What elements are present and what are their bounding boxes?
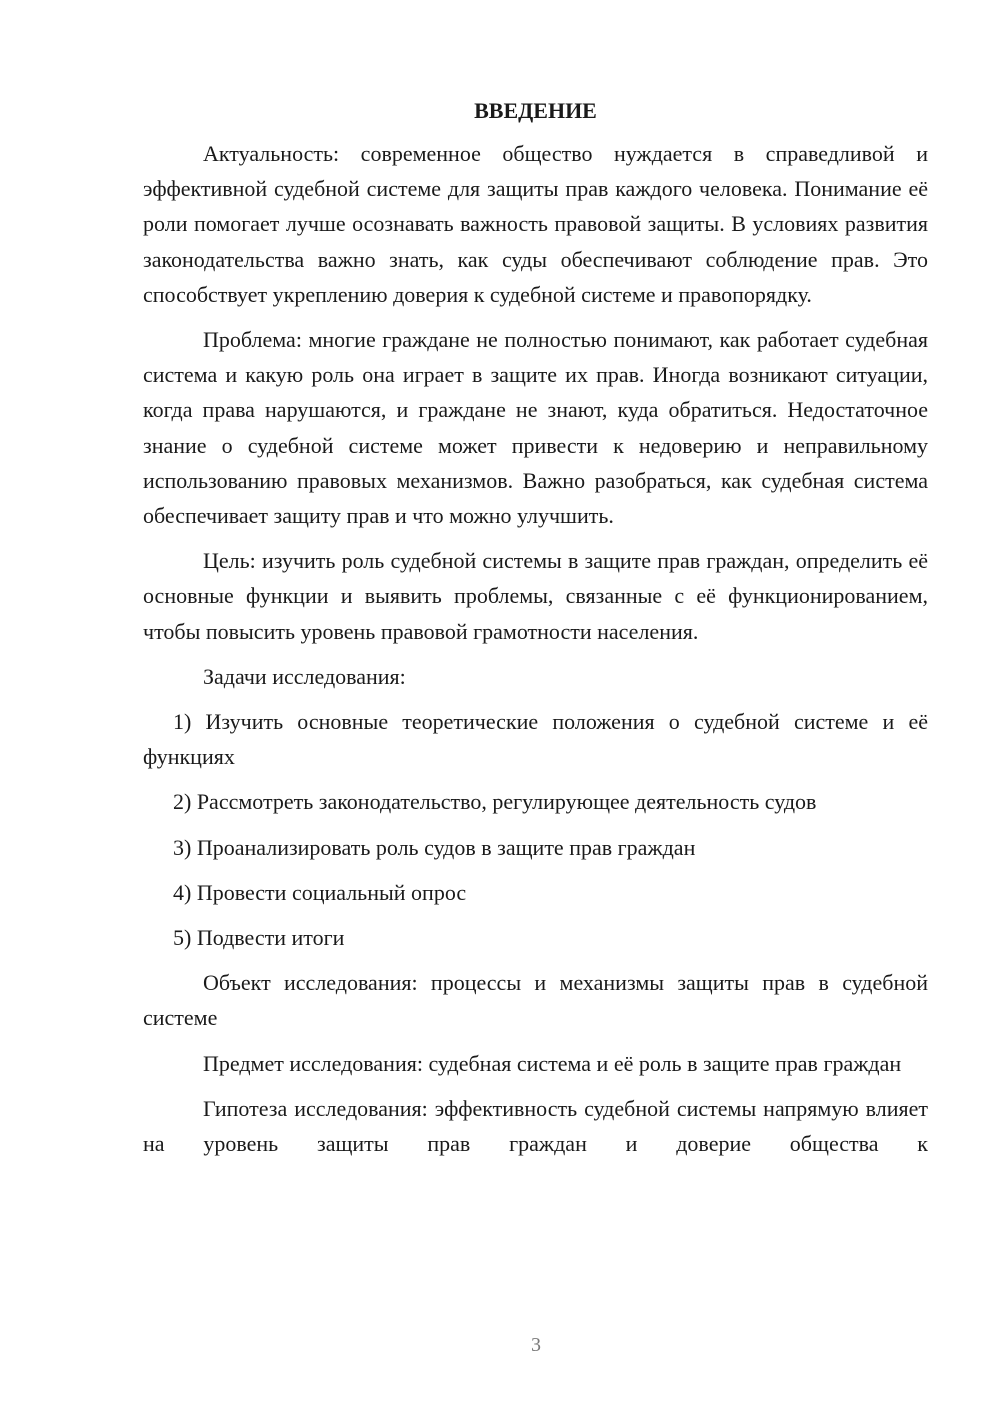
- paragraph-goal: Цель: изучить роль судебной системы в защите прав граждан, определить её основные функции и выявить проблемы, связанные с её функционированием, чтобы повысить уровень правовой грамотности населения.: [143, 548, 928, 644]
- task-item-5: 5) Подвести итоги: [173, 925, 345, 951]
- paragraph-hypothesis: Гипотеза исследования: эффективность судебной системы напрямую влияет на уровень защиты прав граждан и доверие общества к: [143, 1095, 928, 1157]
- tasks-heading: Задачи исследования:: [203, 663, 406, 689]
- task-item-2: 2) Рассмотреть законодательство, регулирующее деятельность судов: [173, 789, 817, 815]
- paragraph-relevance: Актуальность: современное общество нуждается в справедливой и эффективной судебной системе для защиты прав каждого человека. Понимание её роли помогает лучше осознавать важность правовой защиты. В условиях развития законодательства важно знать, как суды обеспечивают соблюдение прав. Это способствует укреплению доверия к судебной системе и правопорядку.: [143, 141, 928, 307]
- page-number: 3: [531, 1334, 541, 1356]
- paragraph-problem: Проблема: многие граждане не полностью понимают, как работает судебная система и какую роль она играет в защите их прав. Иногда возникают ситуации, когда права нарушаются, и граждане не знают, куда обратиться. Недостаточное знание о судебной системе может привести к недоверию и неправильному использованию правовых механизмов. Важно разобраться, как судебная система обеспечивает защиту прав и что можно улучшить.: [143, 327, 928, 529]
- page-title: ВВЕДЕНИЕ: [474, 98, 597, 123]
- page-content: [143, 96, 928, 1171]
- task-item-4: 4) Провести социальный опрос: [173, 879, 467, 905]
- paragraph-object: Объект исследования: процессы и механизмы защиты прав в судебной системе: [143, 970, 928, 1031]
- paragraph-subject: Предмет исследования: судебная система и её роль в защите прав граждан: [203, 1050, 902, 1076]
- task-item-1: 1) Изучить основные теоретические положения о судебной системе и её функциях: [143, 709, 928, 770]
- task-item-3: 3) Проанализировать роль судов в защите прав граждан: [173, 834, 696, 860]
